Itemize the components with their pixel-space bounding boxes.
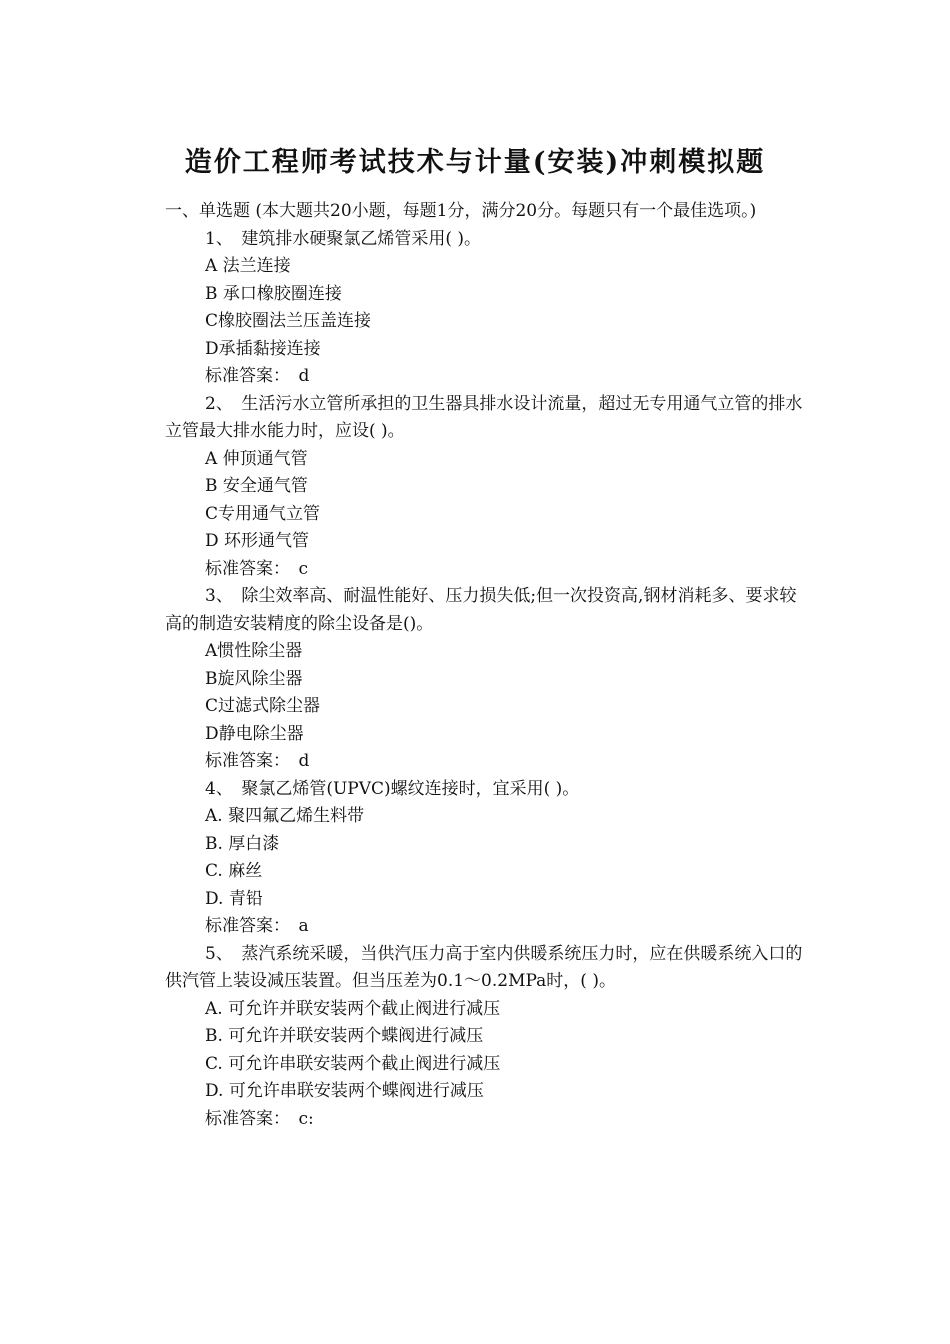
option-d: D承插黏接连接 bbox=[205, 338, 321, 359]
question-stem: 3、 除尘效率高、耐温性能好、压力损失低;但一次投资高,钢材消耗多、要求较高的制造安装精度的除尘设备是()。 bbox=[165, 586, 797, 634]
option-a: A 法兰连接 bbox=[205, 256, 291, 276]
question-5 bbox=[165, 941, 805, 1134]
standard-answer: 标准答案： d bbox=[205, 366, 310, 386]
option-b: B. 可允许并联安装两个蝶阀进行减压 bbox=[205, 1026, 484, 1046]
option-d: D 环形通气管 bbox=[205, 531, 310, 551]
option-b: B旋风除尘器 bbox=[205, 668, 303, 689]
option-d: D. 青铅 bbox=[205, 888, 263, 909]
question-1 bbox=[165, 226, 805, 391]
question-stem: 5、 蒸汽系统采暖，当供汽压力高于室内供暖系统压力时，应在供暖系统入口的供汽管上装设减压装置。但当压差为0.1～0.2MPa时，( )。 bbox=[165, 943, 803, 991]
standard-answer: 标准答案： c: bbox=[205, 1108, 314, 1129]
option-d: D. 可允许串联安装两个蝶阀进行减压 bbox=[205, 1081, 484, 1101]
question-section bbox=[165, 198, 805, 1133]
question-stem: 1、 建筑排水硬聚氯乙烯管采用( )。 bbox=[205, 228, 481, 249]
question-2 bbox=[165, 391, 805, 584]
section-heading: 一、单选题 (本大题共20小题，每题1分，满分20分。每题只有一个最佳选项。) bbox=[165, 201, 757, 221]
question-stem: 4、 聚氯乙烯管(UPVC)螺纹连接时，宜采用( )。 bbox=[205, 778, 580, 799]
option-a: A 伸顶通气管 bbox=[205, 448, 308, 469]
document-title: 造价工程师考试技术与计量(安装)冲刺模拟题 bbox=[184, 147, 766, 178]
question-4 bbox=[165, 776, 805, 941]
standard-answer: 标准答案： c bbox=[205, 558, 309, 579]
option-a: A. 可允许并联安装两个截止阀进行减压 bbox=[205, 998, 501, 1019]
option-b: B 承口橡胶圈连接 bbox=[205, 283, 342, 304]
question-stem: 2、 生活污水立管所承担的卫生器具排水设计流量，超过无专用通气立管的排水立管最大排水能力时，应设( )。 bbox=[165, 393, 803, 441]
question-3 bbox=[165, 583, 805, 776]
option-b: B. 厚白漆 bbox=[205, 833, 280, 854]
option-c: C. 可允许串联安装两个截止阀进行减压 bbox=[205, 1053, 501, 1074]
option-d: D静电除尘器 bbox=[205, 723, 304, 744]
standard-answer: 标准答案： d bbox=[205, 751, 310, 771]
option-c: C橡胶圈法兰压盖连接 bbox=[205, 311, 372, 331]
option-a: A惯性除尘器 bbox=[205, 641, 303, 661]
standard-answer: 标准答案： a bbox=[205, 916, 309, 936]
option-a: A. 聚四氟乙烯生料带 bbox=[205, 806, 365, 826]
option-c: C专用通气立管 bbox=[205, 503, 321, 524]
option-c: C. 麻丝 bbox=[205, 861, 263, 881]
option-b: B 安全通气管 bbox=[205, 476, 308, 496]
option-c: C过滤式除尘器 bbox=[205, 696, 321, 716]
